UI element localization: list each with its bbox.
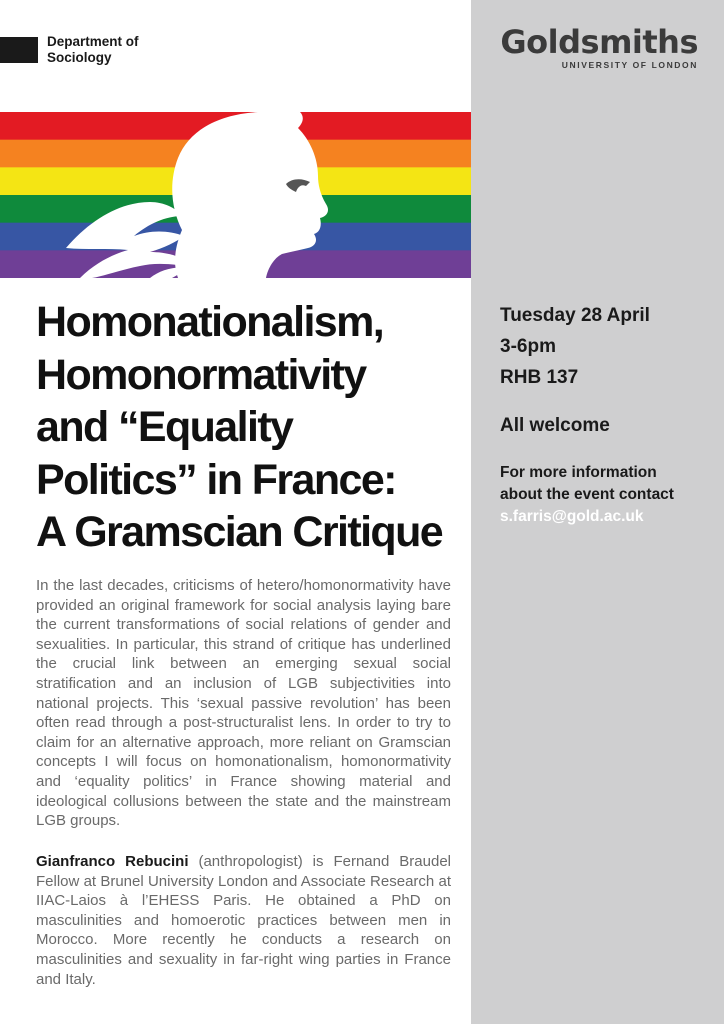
event-title [36,296,466,559]
speaker-bio [36,852,451,989]
abstract-paragraph: In the last decades, criticisms of hetero/homonormativity have provided an original framework for social analysis laying bare the current transformations of social relations of gender and sexualities. In particular, this strand of critique has underlined the crucial link between an emerging sexual social stratification and an inclusion of LGB subjectivities into national projects. This ‘sexual passive revolution’ has been often read through a post-structuralist lens. In order to try to claim for an alternative approach, more reliant on Gramscian concepts I will focus on homonationalism, homonormativity and ‘equality politics’ in France showing material and ideological collusions between the state and the mainstream LGB groups. [36,577,451,830]
event-time: 3-6pm [500,336,556,357]
department-line-2: Sociology [47,50,112,65]
all-welcome: All welcome [500,415,610,436]
rainbow-banner [0,112,471,278]
title-line-5: A Gramscian Critique [36,508,443,556]
rainbow-flag-image [0,112,471,278]
contact-info [500,462,715,528]
logo-name: Goldsmiths [500,23,698,61]
event-room: RHB 137 [500,367,579,388]
title-line-2: Homonormativity [36,350,366,399]
department-line-1: Department of [47,34,139,49]
title-line-3: and “Equality [36,403,293,451]
contact-line-2: about the event contact [500,486,674,503]
speaker-name: Gianfranco Rebucini [36,853,189,870]
goldsmiths-logo [500,23,698,70]
event-date: Tuesday 28 April [500,305,650,326]
logo-subtitle: UNIVERSITY OF LONDON [561,60,698,70]
contact-line-1: For more information [500,464,657,481]
title-line-1: Homonationalism, [36,298,384,346]
title-line-4: Politics” in France: [36,455,396,504]
department-name [47,34,207,66]
speaker-bio-text: (anthropologist) is Fernand Braudel Fellow at Brunel University London and Associate Research at IIAC-Laios à l’EHESS Paris. He obtained a PhD on masculinities and homoerotic practices between men in Morocco. More recently he conducts a research on masculinities and sexuality in far-right wing parties in France and Italy. [36,853,451,988]
event-details [500,300,715,528]
department-block-mark [0,37,38,63]
contact-email-link[interactable]: s.farris@gold.ac.uk [500,508,644,525]
